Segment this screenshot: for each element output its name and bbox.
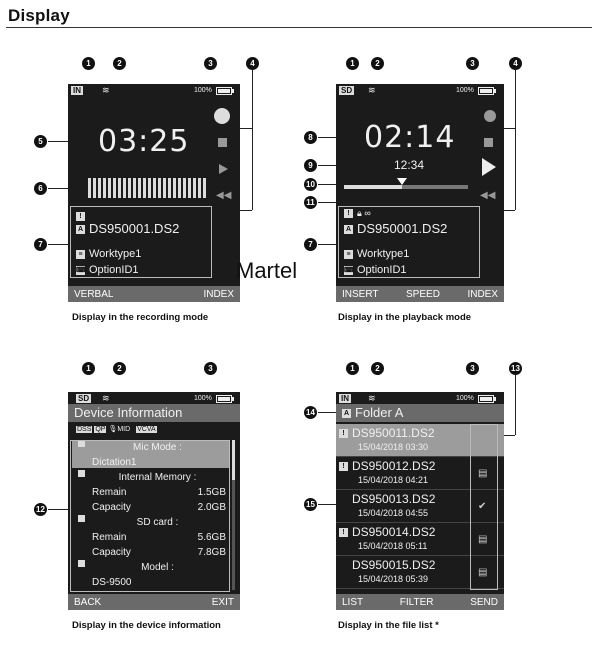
record-indicator-icon [484, 110, 496, 122]
worktype: Worktype1 [357, 248, 410, 260]
play-icon [482, 158, 496, 176]
info-label: Capacity [92, 547, 131, 558]
file-date: 15/04/2018 05:39 [358, 574, 429, 584]
option-row [344, 264, 407, 276]
callout-3: 3 [204, 362, 217, 375]
folder-a-icon: A [77, 226, 84, 234]
file-name: DS950013.DS2 [352, 492, 436, 506]
softkey-bar [336, 286, 504, 302]
playback-screen [336, 84, 504, 302]
tag-dss: DSS [77, 426, 92, 433]
internal-memory-badge: IN [341, 394, 349, 403]
total-time: 12:34 [394, 158, 425, 172]
callout-13: 13 [509, 362, 522, 375]
callout-1: 1 [346, 362, 359, 375]
mic-icon: 🎙︎ [108, 426, 118, 433]
softkey-bar [68, 286, 240, 302]
doc-icon: ▤ [478, 468, 488, 479]
info-label: Remain [92, 532, 127, 543]
file-name: DS950001.DS2 [357, 221, 448, 236]
progress-handle[interactable] [397, 178, 407, 185]
leader-line [503, 128, 515, 129]
tag-qp: QP [95, 426, 106, 433]
info-value: 7.8GB [197, 547, 226, 558]
progress-fill [344, 185, 402, 189]
header-rule [6, 27, 592, 28]
stop-icon [484, 138, 493, 147]
page-title: Device Information [68, 404, 240, 422]
leader-line [240, 210, 252, 211]
stop-icon [218, 138, 227, 147]
priority-icon: ! [339, 429, 348, 438]
leader-line [318, 412, 338, 413]
file-list-screen [336, 392, 504, 610]
priority-icon: ! [339, 528, 348, 537]
softkey-index[interactable]: INDEX [203, 288, 234, 300]
status-column [470, 424, 498, 590]
folder-name: Folder A [355, 405, 404, 420]
leader-line [48, 509, 68, 510]
sd-card-badge: SD [78, 394, 90, 403]
tag-mid: MID [117, 426, 131, 433]
leader-line [503, 435, 515, 436]
leader-line [318, 244, 338, 245]
file-name: DS950015.DS2 [352, 558, 436, 572]
battery-percent: 100% [456, 395, 474, 402]
battery-icon [478, 87, 494, 95]
file-name: DS950011.DS2 [352, 426, 435, 440]
softkey-index[interactable]: INDEX [467, 288, 498, 300]
wifi-icon: ≋ [368, 85, 376, 95]
wifi-icon: ≋ [102, 393, 110, 403]
callout-10: 10 [304, 178, 317, 191]
softkey-verbal[interactable]: VERBAL [74, 288, 114, 300]
wifi-icon: ≋ [368, 393, 376, 403]
rewind-icon: ◀◀ [216, 190, 232, 201]
callout-12: 12 [34, 503, 47, 516]
section-title: Display [8, 6, 70, 25]
info-label: Internal Memory : [118, 472, 197, 483]
priority-icon: ! [76, 208, 89, 226]
info-box [70, 440, 230, 592]
file-date: 15/04/2018 05:11 [358, 541, 428, 551]
info-label: Capacity [92, 502, 131, 513]
device-info-screen [68, 392, 240, 610]
file-date: 15/04/2018 03:30 [358, 442, 429, 452]
status-icons-row: ! 🔒︎ ∞ [344, 208, 371, 219]
recording-caption: Display in the recording mode [72, 312, 209, 323]
file-name: DS950012.DS2 [352, 459, 436, 473]
leader-line [503, 210, 515, 211]
callout-8: 8 [304, 131, 317, 144]
callout-9: 9 [304, 159, 317, 172]
tag-vcva: VCVA [137, 426, 156, 433]
callout-2: 2 [371, 57, 384, 70]
info-label: Remain [92, 487, 127, 498]
option-id: OptionID1 [357, 264, 407, 276]
softkey-exit[interactable]: EXIT [211, 596, 234, 608]
folder-header [336, 404, 504, 422]
softkey-filter[interactable]: FILTER [399, 596, 434, 608]
worktype-row [76, 248, 141, 260]
lock-icon: 🔒︎ [357, 208, 362, 218]
level-meter [88, 178, 206, 198]
file-name: DS950001.DS2 [89, 221, 180, 236]
check-icon: ✔ [478, 501, 487, 512]
playback-caption: Display in the playback mode [338, 312, 472, 323]
file-list-caption: Display in the file list * [338, 620, 439, 631]
callout-7: 7 [304, 238, 317, 251]
recording-screen [68, 84, 240, 302]
file-name: DS950014.DS2 [352, 525, 436, 539]
callout-14: 14 [304, 406, 317, 419]
doc-icon: ▤ [478, 534, 488, 545]
callout-1: 1 [346, 57, 359, 70]
internal-memory-badge: IN [73, 86, 81, 95]
leader-line [318, 504, 338, 505]
link-icon: ∞ [364, 208, 371, 218]
info-value: 1.5GB [197, 487, 226, 498]
stray-label: Martel [236, 258, 298, 283]
info-label: Mic Mode : [133, 442, 182, 453]
callout-2: 2 [113, 362, 126, 375]
callout-3: 3 [204, 57, 217, 70]
play-icon [219, 164, 228, 174]
callout-2: 2 [113, 57, 126, 70]
leader-line [515, 375, 516, 435]
file-date: 15/04/2018 04:21 [358, 475, 429, 485]
folder-a-icon: A [343, 410, 350, 418]
worktype: Worktype1 [89, 248, 142, 260]
leader-line [240, 128, 252, 129]
wifi-icon: ≋ [102, 85, 110, 95]
callout-2: 2 [371, 362, 384, 375]
callout-3: 3 [466, 57, 479, 70]
battery-percent: 100% [456, 87, 474, 94]
scrollbar[interactable] [232, 440, 235, 590]
file-date: 15/04/2018 04:55 [358, 508, 429, 518]
playback-time: 02:14 [364, 120, 456, 155]
softkey-bar [68, 594, 240, 610]
callout-1: 1 [82, 57, 95, 70]
priority-icon: ! [339, 462, 348, 471]
rewind-icon: ◀◀ [480, 190, 496, 201]
sd-card-badge: SD [341, 86, 353, 95]
info-label: Model : [141, 562, 174, 573]
worktype-row [344, 248, 409, 260]
callout-4: 4 [246, 57, 259, 70]
recording-time: 03:25 [98, 124, 190, 159]
battery-icon [478, 395, 494, 403]
callout-1: 1 [82, 362, 95, 375]
info-label: Dictation1 [92, 457, 137, 468]
battery-percent: 100% [194, 87, 212, 94]
leader-line [252, 70, 253, 210]
softkey-speed[interactable]: SPEED [406, 288, 440, 300]
doc-icon: ▤ [478, 567, 488, 578]
file-name-row [76, 221, 179, 236]
callout-5: 5 [34, 135, 47, 148]
worktype-icon: ≡ [344, 250, 353, 259]
option-id: OptionID1 [89, 264, 139, 276]
progress-track [344, 185, 468, 189]
leader-line [48, 244, 68, 245]
callout-7: 7 [34, 238, 47, 251]
info-value: 5.6GB [197, 532, 226, 543]
worktype-icon: ≡ [76, 250, 85, 259]
keyboard-icon: ⌨ [344, 266, 355, 274]
callout-11: 11 [304, 196, 317, 209]
softkey-send[interactable]: SEND [470, 596, 498, 608]
battery-icon [216, 395, 232, 403]
softkey-bar [336, 594, 504, 610]
folder-a-icon: A [345, 226, 352, 234]
softkey-insert[interactable]: INSERT [342, 288, 379, 300]
callout-4: 4 [509, 57, 522, 70]
record-indicator-icon [214, 108, 230, 124]
callout-6: 6 [34, 182, 47, 195]
info-label: SD card : [136, 517, 179, 528]
softkey-back[interactable]: BACK [74, 596, 102, 608]
callout-3: 3 [466, 362, 479, 375]
file-name-row [344, 221, 447, 236]
callout-15: 15 [304, 498, 317, 511]
feature-tags [76, 425, 157, 433]
battery-percent: 100% [194, 395, 212, 402]
info-value: 2.0GB [197, 502, 226, 513]
battery-icon [216, 87, 232, 95]
keyboard-icon: ⌨ [76, 266, 87, 274]
leader-line [515, 70, 516, 210]
info-label: DS-9500 [92, 577, 132, 588]
device-info-caption: Display in the device information [72, 620, 221, 631]
softkey-list[interactable]: LIST [342, 596, 364, 608]
option-row [76, 264, 139, 276]
